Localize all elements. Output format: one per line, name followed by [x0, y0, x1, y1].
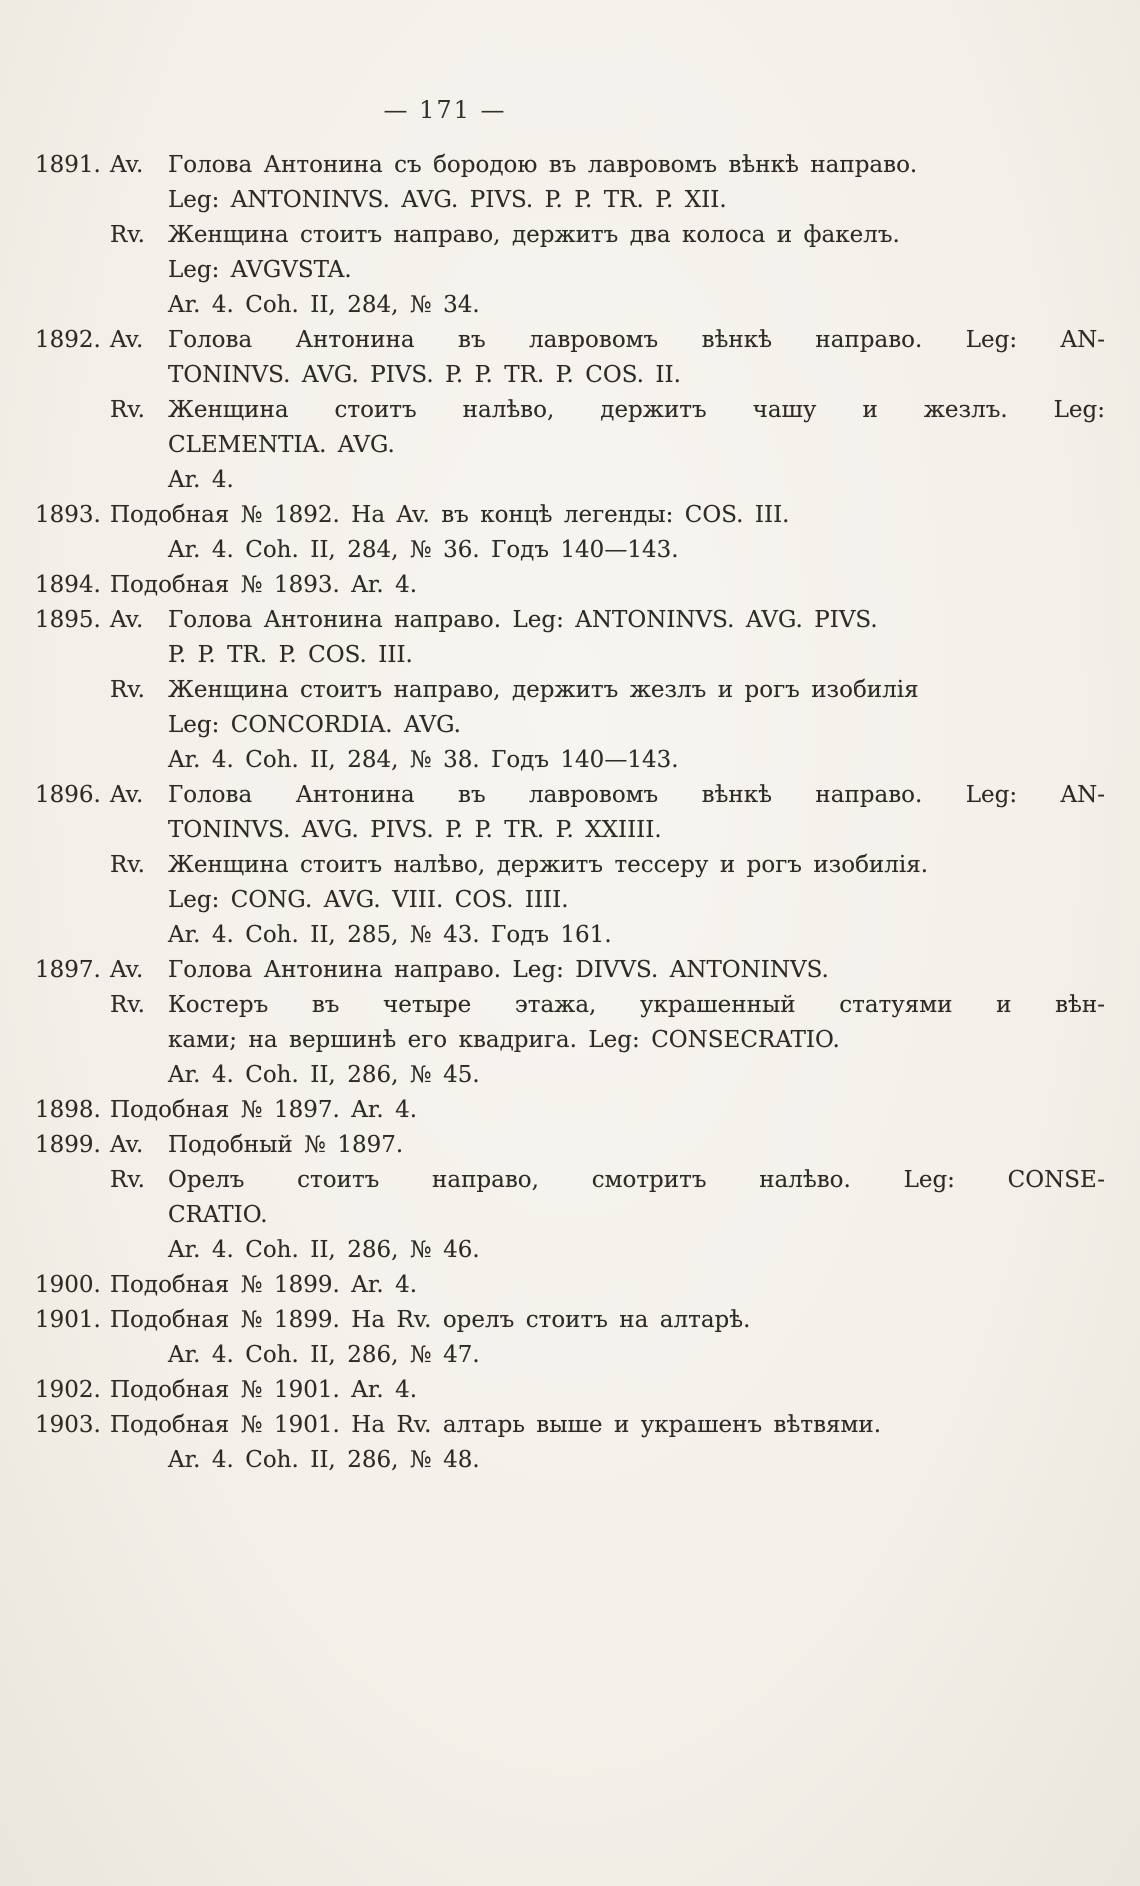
entry-number: 1899. [35, 1132, 101, 1158]
line-text: Leg: ANTONINVS. AVG. PIVS. P. P. TR. P. XII. [168, 187, 727, 213]
obverse-reverse-label: Rv. [110, 677, 145, 703]
obverse-reverse-label: Av. [110, 782, 144, 808]
line-text: Ar. 4. Coh. II, 285, № 43. Годъ 161. [168, 922, 612, 948]
catalog-lines [35, 148, 1105, 1478]
catalog-line [35, 1198, 1105, 1233]
obverse-reverse-label: Av. [110, 327, 144, 353]
line-text: Ar. 4. Coh. II, 284, № 34. [168, 292, 480, 318]
line-text: Голова Антонина направо. Leg: ANTONINVS. AVG. PIVS. [168, 607, 878, 633]
catalog-line [35, 218, 1105, 253]
line-text: TONINVS. AVG. PIVS. P. P. TR. P. COS. II. [168, 362, 681, 388]
line-text: Подобная № 1893. Ar. 4. [110, 572, 418, 598]
line-text: Орелъ стоитъ направо, смотритъ налѣво. Leg: CONSE- [168, 1167, 1105, 1193]
catalog-line [35, 463, 1105, 498]
catalog-line [35, 1093, 1105, 1128]
line-text: Подобная № 1901. На Rv. алтарь выше и украшенъ вѣтвями. [110, 1412, 882, 1438]
line-text: Голова Антонина направо. Leg: DIVVS. ANTONINVS. [168, 957, 829, 983]
catalog-line [35, 603, 1105, 638]
entry-number: 1900. [35, 1272, 101, 1298]
catalog-line [35, 568, 1105, 603]
line-text: Голова Антонина въ лавровомъ вѣнкѣ направо. Leg: AN- [168, 782, 1105, 808]
catalog-line [35, 1023, 1105, 1058]
entry-number: 1894. [35, 572, 101, 598]
entry-number: 1897. [35, 957, 101, 983]
catalog-line [35, 813, 1105, 848]
line-text: Ar. 4. Coh. II, 286, № 45. [168, 1062, 480, 1088]
line-text: Подобная № 1899. Ar. 4. [110, 1272, 418, 1298]
catalog-line [35, 673, 1105, 708]
line-text: TONINVS. AVG. PIVS. P. P. TR. P. XXIIII. [168, 817, 662, 843]
line-text: Подобная № 1892. На Av. въ концѣ легенды: COS. III. [110, 502, 790, 528]
catalog-line [35, 778, 1105, 813]
page-number-header: — 171 — [383, 96, 507, 124]
entry-number: 1892. [35, 327, 101, 353]
catalog-line [35, 1268, 1105, 1303]
catalog-line [35, 1408, 1105, 1443]
entry-number: 1898. [35, 1097, 101, 1123]
line-text: CRATIO. [168, 1202, 268, 1228]
line-text: ками; на вершинѣ его квадрига. Leg: CONSECRATIO. [168, 1027, 840, 1053]
catalog-line [35, 1163, 1105, 1198]
entry-number: 1893. [35, 502, 101, 528]
line-text: Подобная № 1899. На Rv. орелъ стоитъ на алтарѣ. [110, 1307, 751, 1333]
catalog-line [35, 533, 1105, 568]
catalog-line [35, 1303, 1105, 1338]
line-text: P. P. TR. P. COS. III. [168, 642, 413, 668]
line-text: Подобная № 1901. Ar. 4. [110, 1377, 418, 1403]
catalog-line [35, 253, 1105, 288]
catalog-line [35, 953, 1105, 988]
catalog-line [35, 183, 1105, 218]
entry-number: 1891. [35, 152, 101, 178]
catalog-line [35, 1443, 1105, 1478]
line-text: Ar. 4. Coh. II, 286, № 46. [168, 1237, 480, 1263]
line-text: Leg: AVGVSTA. [168, 257, 352, 283]
line-text: Женщина стоитъ направо, держитъ два колоса и факелъ. [168, 222, 900, 248]
obverse-reverse-label: Rv. [110, 992, 145, 1018]
catalog-line [35, 1338, 1105, 1373]
entry-number: 1901. [35, 1307, 101, 1333]
line-text: Leg: CONCORDIA. AVG. [168, 712, 461, 738]
line-text: Ar. 4. Coh. II, 286, № 48. [168, 1447, 480, 1473]
line-text: Ar. 4. Coh. II, 284, № 36. Годъ 140—143. [168, 537, 679, 563]
catalog-line [35, 1058, 1105, 1093]
catalog-line [35, 848, 1105, 883]
catalog-line [35, 883, 1105, 918]
catalog-line [35, 1233, 1105, 1268]
line-text: Женщина стоитъ налѣво, держитъ чашу и жезлъ. Leg: [168, 397, 1105, 423]
catalog-line [35, 393, 1105, 428]
entry-number: 1903. [35, 1412, 101, 1438]
line-text: Голова Антонина съ бородою въ лавровомъ вѣнкѣ направо. [168, 152, 918, 178]
catalog-line [35, 148, 1105, 183]
obverse-reverse-label: Av. [110, 152, 144, 178]
obverse-reverse-label: Av. [110, 957, 144, 983]
catalog-line [35, 498, 1105, 533]
obverse-reverse-label: Rv. [110, 222, 145, 248]
line-text: Женщина стоитъ налѣво, держитъ тессеру и рогъ изобилія. [168, 852, 929, 878]
line-text: Подобный № 1897. [168, 1132, 404, 1158]
obverse-reverse-label: Av. [110, 1132, 144, 1158]
obverse-reverse-label: Rv. [110, 852, 145, 878]
obverse-reverse-label: Av. [110, 607, 144, 633]
line-text: Подобная № 1897. Ar. 4. [110, 1097, 418, 1123]
line-text: Костеръ въ четыре этажа, украшенный статуями и вѣн- [168, 992, 1105, 1018]
book-page [0, 96, 1140, 1886]
obverse-reverse-label: Rv. [110, 1167, 145, 1193]
entry-number: 1895. [35, 607, 101, 633]
catalog-line [35, 428, 1105, 463]
catalog-line [35, 743, 1105, 778]
line-text: Женщина стоитъ направо, держитъ жезлъ и рогъ изобилія [168, 677, 919, 703]
catalog-line [35, 358, 1105, 393]
entry-number: 1896. [35, 782, 101, 808]
line-text: Ar. 4. Coh. II, 286, № 47. [168, 1342, 480, 1368]
catalog-line [35, 1373, 1105, 1408]
catalog-line [35, 708, 1105, 743]
line-text: Leg: CONG. AVG. VIII. COS. IIII. [168, 887, 569, 913]
catalog-line [35, 638, 1105, 673]
catalog-line [35, 988, 1105, 1023]
catalog-line [35, 1128, 1105, 1163]
catalog-line [35, 288, 1105, 323]
line-text: Ar. 4. Coh. II, 284, № 38. Годъ 140—143. [168, 747, 679, 773]
line-text: Голова Антонина въ лавровомъ вѣнкѣ направо. Leg: AN- [168, 327, 1105, 353]
catalog-line [35, 323, 1105, 358]
entry-number: 1902. [35, 1377, 101, 1403]
line-text: CLEMENTIA. AVG. [168, 432, 395, 458]
obverse-reverse-label: Rv. [110, 397, 145, 423]
catalog-line [35, 918, 1105, 953]
line-text: Ar. 4. [168, 467, 234, 493]
